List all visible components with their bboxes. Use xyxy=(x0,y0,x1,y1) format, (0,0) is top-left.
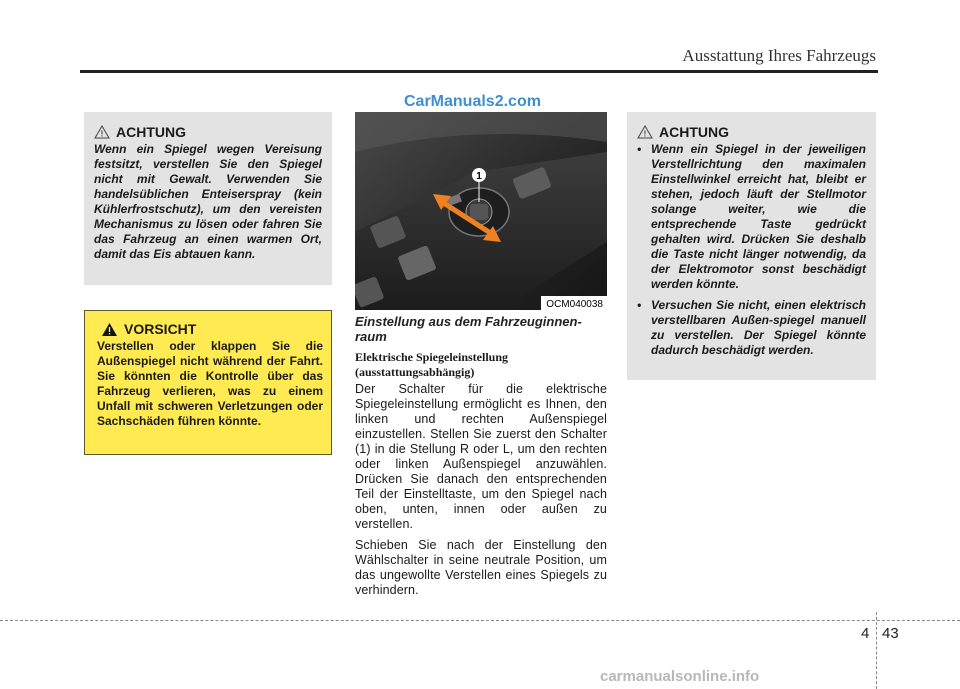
chapter-number: 4 xyxy=(861,625,870,642)
right-caution-list xyxy=(637,142,866,358)
body-paragraph-1: Der Schalter für die elektrische Spiegeleinstellung ermöglicht es Ihnen, den linken und rechten Außenspiegel einzustellen. Stellen Sie zuerst den Schalter (1) in die Stellung R oder L, um den rechten oder linken Außenspiegel anzuwählen. Drücken Sie danach den entsprechenden Teil der Einstelltaste, um den Spiegel nach oben, unten, innen oder außen zu verstellen. xyxy=(355,382,607,531)
page-number-separator xyxy=(876,612,878,689)
section-title: Ausstattung Ihres Fahrzeugs xyxy=(682,46,876,65)
figure-caption xyxy=(355,314,607,344)
figure-caption-line1: Einstellung aus dem Fahrzeuginnen- xyxy=(355,314,582,329)
warning-triangle-icon xyxy=(637,125,653,139)
page-number: 43 xyxy=(882,625,899,642)
right-caution-bullet: • Wenn ein Spiegel in der jeweiligen Verstellrichtung den maximalen Einstellwinkel erreicht hat, bleibt er stehen, jedoch läuft der Stellmotor solange weiter, wie die entsprechende Taste gedrückt gehalten wird. Drücken Sie deshalb die Taste nicht länger notwendig, da der Elektromotor sonst beschädigt werden könnte. xyxy=(637,142,866,292)
site-watermark[interactable]: CarManuals2.com xyxy=(404,93,541,110)
left-warning-title: VORSICHT xyxy=(124,321,197,337)
right-caution-header xyxy=(637,124,866,140)
right-caution-box xyxy=(627,112,876,380)
middle-text-column xyxy=(355,314,607,604)
left-warning-header xyxy=(101,321,323,337)
footer-watermark[interactable]: carmanualsonline.info xyxy=(600,668,760,685)
section-subhead xyxy=(355,350,607,380)
subhead-line1: Elektrische Spiegeleinstellung xyxy=(355,350,508,364)
right-caution-bullet: • Versuchen Sie nicht, einen elektrisch verstellbaren Außen-spiegel manuell zu verstellen. Der Spiegel könnte dadurch beschädigt werden. xyxy=(637,298,866,358)
mirror-switch-illustration xyxy=(355,112,607,310)
svg-text:!: ! xyxy=(643,129,647,139)
left-caution-title: ACHTUNG xyxy=(116,124,186,140)
subhead-line2: (ausstattungsabhängig) xyxy=(355,365,475,379)
body-paragraph-2: Schieben Sie nach der Einstellung den Wählschalter in seine neutrale Position, um das ungewollte Verstellen eines Spiegels zu verhindern. xyxy=(355,538,607,597)
svg-text:!: ! xyxy=(100,129,104,139)
left-caution-text: Wenn ein Spiegel wegen Vereisung festsitzt, verstellen Sie den Spiegel nicht mit Gewalt. Verwenden Sie handelsüblichen Enteiserspray (kein Kühlerfrostschutz), um den vereisten Mechanismus zu lösen oder fahren Sie das Fahrzeug an einen warmen Ort, damit das Eis abtauen kann. xyxy=(94,142,322,261)
right-caution-title: ACHTUNG xyxy=(659,124,729,140)
figure-code: OCM040038 xyxy=(546,299,603,310)
body-text xyxy=(355,382,607,598)
header-rule xyxy=(80,70,878,73)
warning-triangle-icon xyxy=(94,125,110,139)
warning-filled-triangle-icon xyxy=(101,322,118,337)
left-warning-box xyxy=(84,310,332,455)
mirror-switch-photo xyxy=(355,112,607,310)
left-warning-text: Verstellen oder klappen Sie die Außenspiegel nicht während der Fahrt. Sie könnten die Kontrolle über das Fahrzeug verlieren, was zu einem Unfall mit schweren Verletzungen oder Sachschäden führen könnte. xyxy=(97,339,323,428)
left-caution-box xyxy=(84,112,332,285)
figure-callout: 1 xyxy=(476,171,482,182)
footer-rule xyxy=(0,620,960,621)
figure-caption-line2: raum xyxy=(355,329,387,344)
left-caution-header xyxy=(94,124,322,140)
